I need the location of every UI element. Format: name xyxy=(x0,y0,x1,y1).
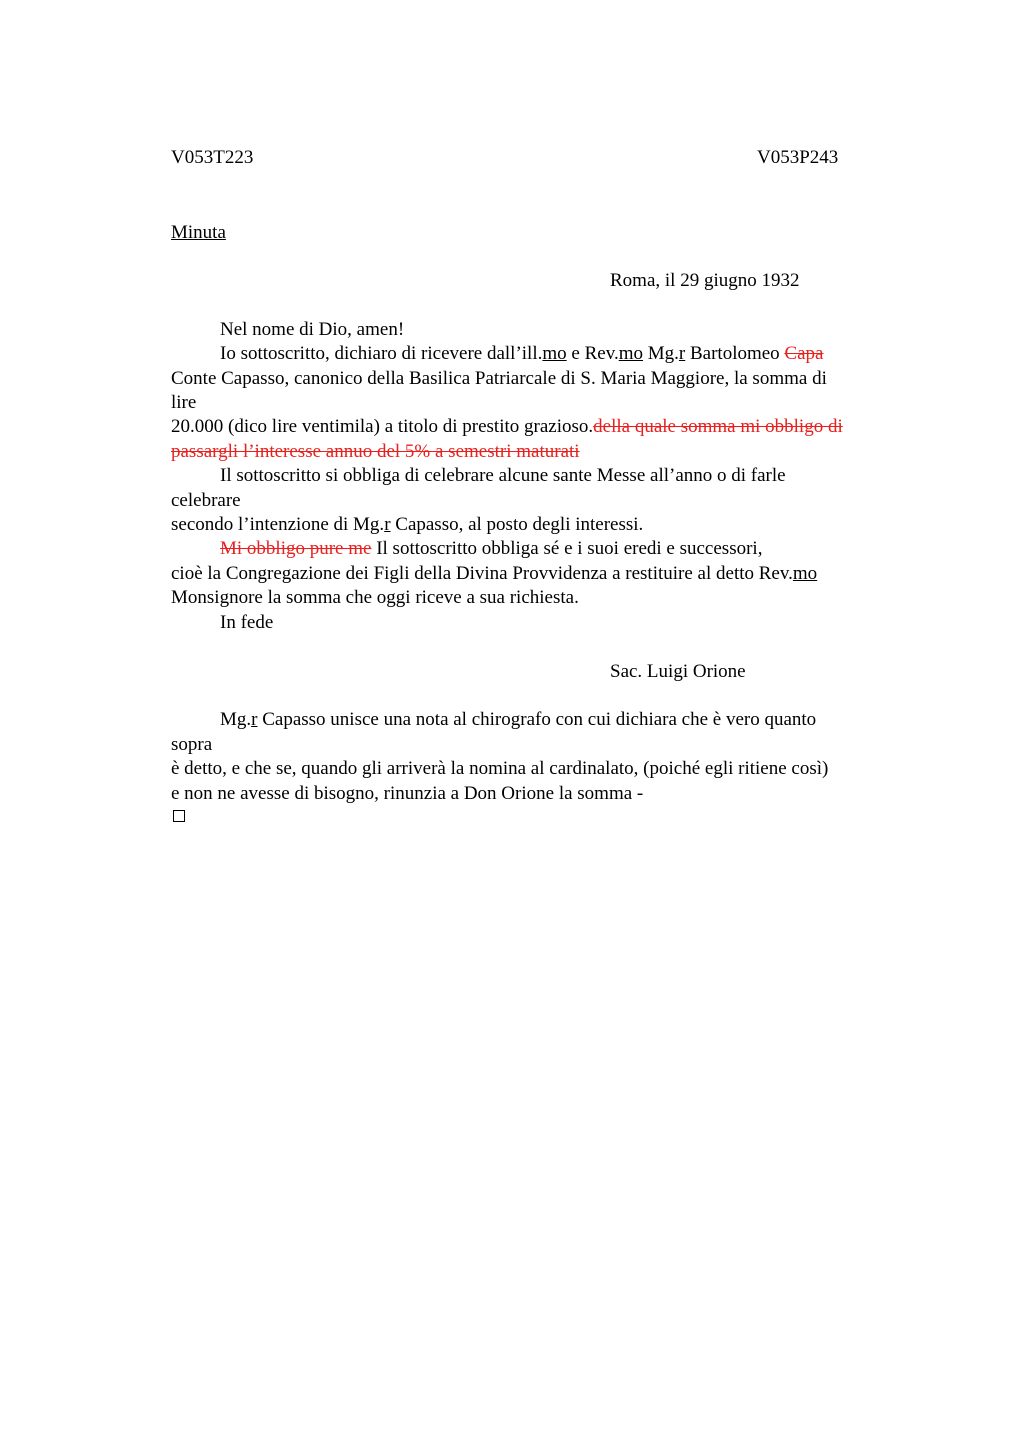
body-line-5 xyxy=(171,415,843,439)
superscript-abbrev: r xyxy=(251,709,258,730)
left-document-code: V053T223 xyxy=(171,147,254,168)
note-line-1 xyxy=(220,708,816,732)
text-run: Mg. xyxy=(220,709,252,730)
text-run: secondo l’intenzione di Mg. xyxy=(171,514,385,535)
note-line-4: e non ne avesse di bisogno, rinunzia a Don Orione la somma - xyxy=(171,783,644,804)
in-fede-line: In fede xyxy=(220,612,274,633)
checkbox-square-icon xyxy=(173,810,185,822)
deleted-text: Mi obbligo pure me xyxy=(220,538,372,559)
body-line-8: celebrare xyxy=(171,490,241,511)
note-line-2: sopra xyxy=(171,734,213,755)
text-run: Il sottoscritto obbliga sé e i suoi eredi e successori, xyxy=(371,538,763,559)
body-line-2 xyxy=(220,342,823,366)
text-run: Mg. xyxy=(643,343,679,364)
body-line-10 xyxy=(220,537,762,561)
superscript-abbrev: r xyxy=(384,514,391,535)
text-run: Bartolomeo xyxy=(685,343,785,364)
signature: Sac. Luigi Orione xyxy=(610,661,746,682)
right-document-code: V053P243 xyxy=(757,147,839,168)
note-line-3: è detto, e che se, quando gli arriverà la nomina al cardinalato, (poiché egli ritiene così) xyxy=(171,758,829,779)
text-run: cioè la Congregazione dei Figli della Divina Provvidenza a restituire al detto Rev. xyxy=(171,563,793,584)
body-line-3: Conte Capasso, canonico della Basilica Patriarcale di S. Maria Maggiore, la somma di xyxy=(171,368,827,389)
deleted-text: della quale somma mi obbligo di xyxy=(593,416,843,437)
body-line-6 xyxy=(171,440,580,464)
text-run: Io sottoscritto, dichiaro di ricevere dall’ill. xyxy=(220,343,543,364)
invocation-line: Nel nome di Dio, amen! xyxy=(220,319,405,340)
superscript-abbrev: mo xyxy=(792,563,818,584)
text-run: Capasso unisce una nota al chirografo con cui dichiara che è vero quanto xyxy=(257,709,817,730)
superscript-abbrev: mo xyxy=(542,343,567,364)
superscript-abbrev: mo xyxy=(618,343,643,364)
body-line-4: lire xyxy=(171,392,197,413)
superscript-abbrev: r xyxy=(678,343,686,364)
date-line: Roma, il 29 giugno 1932 xyxy=(610,270,800,291)
body-line-7: Il sottoscritto si obbliga di celebrare alcune sante Messe all’anno o di farle xyxy=(220,465,786,486)
text-run: 20.000 (dico lire ventimila) a titolo di prestito grazioso. xyxy=(171,416,594,437)
deleted-text: Capa xyxy=(784,343,824,364)
body-line-11 xyxy=(171,562,817,586)
deleted-text: passargli l’interesse annuo del 5% a semestri maturati xyxy=(171,441,580,462)
text-run: Capasso, al posto degli interessi. xyxy=(390,514,644,535)
body-line-12: Monsignore la somma che oggi riceve a sua richiesta. xyxy=(171,587,579,608)
heading-minuta: Minuta xyxy=(171,222,226,243)
text-run: e Rev. xyxy=(566,343,619,364)
body-line-9 xyxy=(171,513,643,537)
